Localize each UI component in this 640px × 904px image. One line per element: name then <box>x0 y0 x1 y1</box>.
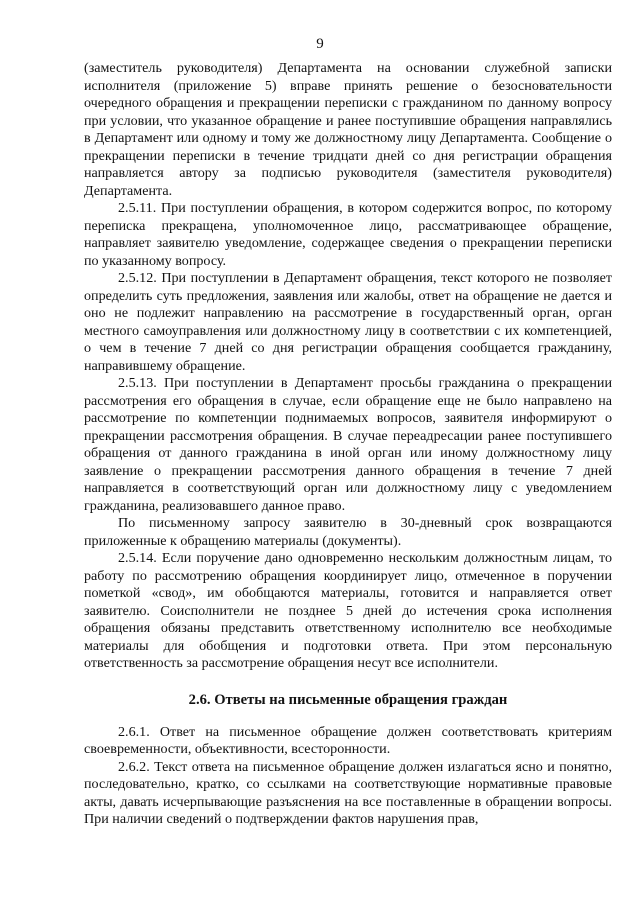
paragraph-2-5-13: 2.5.13. При поступлении в Департамент просьбы гражданина о прекращении рассмотрения его обращения в случае, если обращение еще не было направлено на рассмотрение по компетенции поднимаемых вопросов, заявителя информируют о прекращении рассмотрения обращения. В случае переадресации ранее поступившего обращения от данного гражданина в иной орган или иному должностному лицу заявление о прекращении рассмотрения данного обращения в течение 7 дней направляется в соответствующий орган или должностному лицу с уведомлением гражданина, реализовавшего данное право. <box>84 375 612 514</box>
page-number: 9 <box>316 36 324 52</box>
paragraph-2-6-1: 2.6.1. Ответ на письменное обращение должен соответствовать критериям своевременности, объективности, всесторонности. <box>84 723 612 757</box>
paragraph-written-request: По письменному запросу заявителю в 30-дневный срок возвращаются приложенные к обращению материалы (документы). <box>84 515 612 549</box>
paragraph-2-6-2: 2.6.2. Текст ответа на письменное обращение должен излагаться ясно и понятно, последовательно, кратко, со ссылками на соответствующие нормативные правовые акты, давать исчерпывающие разъяснения на все поставленные в обращении вопросы. При наличии сведений о подтверждении фактов нарушения прав, <box>84 758 612 827</box>
section-heading: 2.6. Ответы на письменные обращения граждан <box>188 691 508 708</box>
paragraph-2-5-12: 2.5.12. При поступлении в Департамент обращения, текст которого не позволяет определить суть предложения, заявления или жалобы, ответ на обращение не дается и оно не подлежит направлению на рассмотрение в государственный орган, орган местного самоуправления или должностному лицу в соответствии с их компетенцией, о чем в течение 7 дней со дня регистрации обращения сообщается гражданину, направившему обращение. <box>84 270 612 374</box>
paragraph-continuation: (заместитель руководителя) Департамента на основании служебной записки исполнителя (приложение 5) вправе принять решение о безосновательности очередного обращения и прекращении переписки с гражданином по данному вопросу при условии, что указанное обращение и ранее поступившие обращения направлялись в Департамент или одному и тому же должностному лицу Департамента. Сообщение о прекращении переписки в течение тридцати дней со дня регистрации обращения направляется автору за подписью руководителя (заместителя руководителя) Департамента. <box>84 60 612 199</box>
paragraph-2-5-11: 2.5.11. При поступлении обращения, в котором содержится вопрос, по которому переписка прекращена, уполномоченное лицо, рассматривающее обращение, направляет заявителю уведомление, содержащее сведения о прекращении переписки по указанному вопросу. <box>84 200 612 269</box>
document-body <box>84 60 612 829</box>
paragraph-2-5-14: 2.5.14. Если поручение дано одновременно нескольким должностным лицам, то работу по рассмотрению обращения координирует лицо, отмеченное в поручении пометкой «свод», им обобщаются материалы, готовится и направляется ответ заявителю. Соисполнители не позднее 5 дней до истечения срока исполнения обращения обязаны представить ответственному исполнителю все необходимые материалы для обобщения и подготовки ответа. При этом персональную ответственность за рассмотрение обращения несут все исполнители. <box>84 550 612 671</box>
